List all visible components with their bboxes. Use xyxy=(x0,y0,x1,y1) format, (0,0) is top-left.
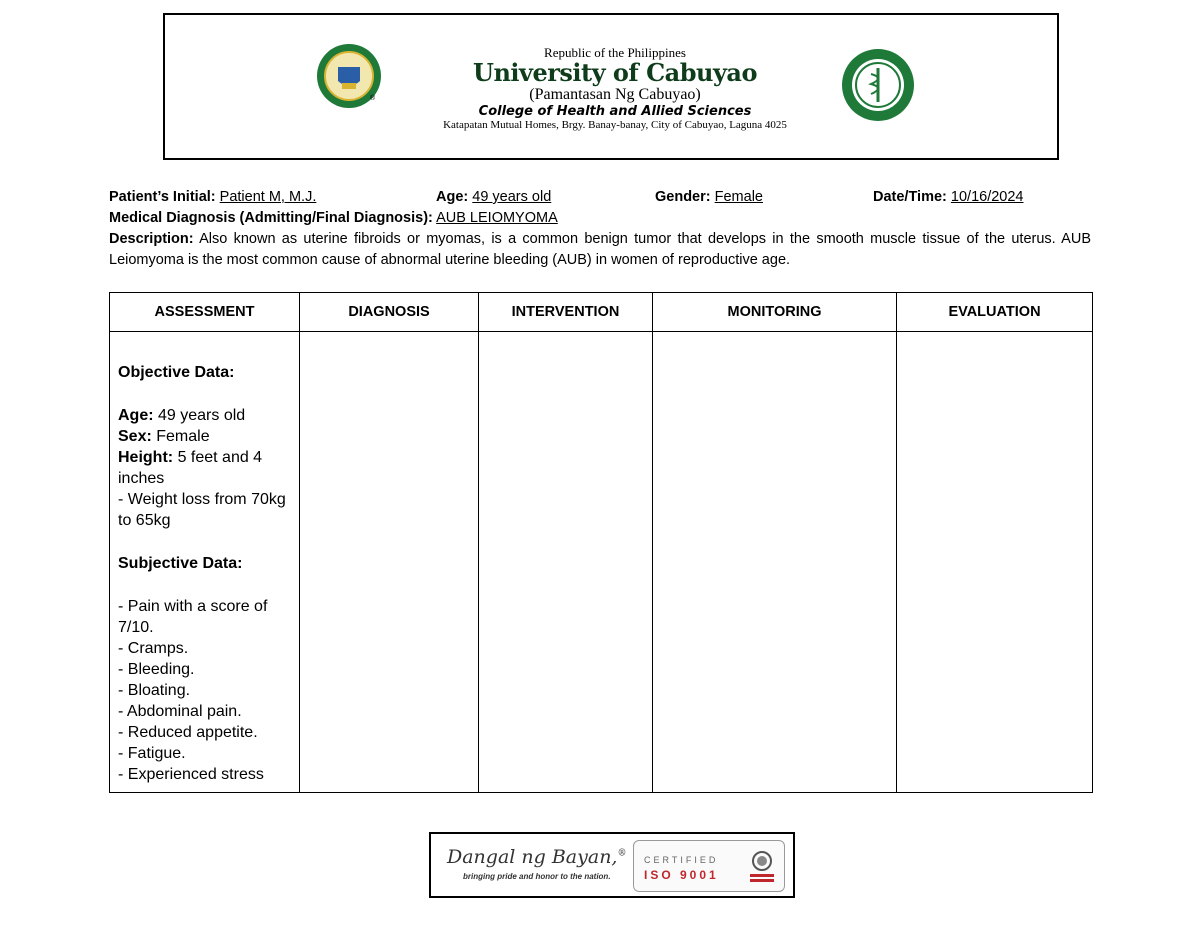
dangal-ng-bayan-logo xyxy=(447,846,626,868)
assessment-cell xyxy=(110,332,300,793)
university-name: University of Cabuyao xyxy=(473,58,757,87)
gender-value: Female xyxy=(714,189,763,205)
objective-age-value: 49 years old xyxy=(158,407,246,424)
subjective-list xyxy=(118,596,291,785)
header-assessment: ASSESSMENT xyxy=(110,293,300,332)
objective-height-value: 5 feet and 4 inches xyxy=(118,449,263,487)
objective-height xyxy=(118,447,291,489)
header-evaluation: EVALUATION xyxy=(897,293,1093,332)
datetime-value: 10/16/2024 xyxy=(950,189,1024,205)
age-value: 49 years old xyxy=(472,189,552,205)
objective-weight: - Weight loss from 70kg to 65kg xyxy=(118,491,286,529)
list-item: - Reduced appetite. xyxy=(118,724,258,741)
list-item: - Pain with a score of 7/10. xyxy=(118,598,268,636)
registered-mark: ® xyxy=(370,95,376,102)
gender-label: Gender: xyxy=(655,189,711,205)
table-row xyxy=(110,332,1093,793)
patient-gender xyxy=(655,187,763,208)
subjective-title: Subjective Data: xyxy=(118,555,243,572)
header-monitoring: MONITORING xyxy=(653,293,897,332)
diagnosis-label: Medical Diagnosis (Admitting/Final Diagnosis): xyxy=(109,210,433,226)
objective-sex xyxy=(118,426,291,447)
document-header xyxy=(163,13,1059,160)
objective-sex-label: Sex: xyxy=(118,428,152,445)
patient-initial-label: Patient’s Initial: xyxy=(109,189,216,205)
intervention-cell xyxy=(479,332,653,793)
objective-age xyxy=(118,405,291,426)
diagnosis-value: AUB LEIOMYOMA xyxy=(436,210,558,226)
list-item: - Bloating. xyxy=(118,682,191,699)
description-label: Description: xyxy=(109,231,194,247)
datetime-label: Date/Time: xyxy=(873,189,947,205)
college-name: College of Health and Allied Sciences xyxy=(478,104,752,119)
institution-heading xyxy=(415,45,815,132)
table-header-row xyxy=(110,293,1093,332)
iso-certification-badge xyxy=(633,840,785,892)
address-line: Katapatan Mutual Homes, Brgy. Banay-banay, City of Cabuyao, Laguna 4025 xyxy=(443,119,787,131)
objective-sex-value: Female xyxy=(156,428,210,445)
patient-datetime xyxy=(873,187,1023,208)
diagnosis-cell xyxy=(300,332,479,793)
header-diagnosis: DIAGNOSIS xyxy=(300,293,479,332)
monitoring-cell xyxy=(653,332,897,793)
list-item: - Abdominal pain. xyxy=(118,703,242,720)
objective-height-label: Height: xyxy=(118,449,174,466)
patient-initial xyxy=(109,187,316,208)
bureau-veritas-icon xyxy=(748,849,776,885)
patient-age xyxy=(436,187,551,208)
list-item: - Experienced stress xyxy=(118,766,264,783)
college-seal-logo xyxy=(841,48,915,122)
objective-title: Objective Data: xyxy=(118,364,235,381)
certified-label: CERTIFIED xyxy=(644,855,719,865)
header-intervention: INTERVENTION xyxy=(479,293,653,332)
description-text: Also known as uterine fibroids or myomas, is a common benign tumor that develops in the smooth muscle tissue of the uterus. AUB Leiomyoma is the most common cause of abnormal uterine bleeding (AUB) in women of reproductive age. xyxy=(109,231,1091,268)
republic-line: Republic of the Philippines xyxy=(544,45,686,60)
medical-diagnosis xyxy=(109,208,1091,229)
care-plan-table xyxy=(109,292,1093,793)
patient-info-row xyxy=(109,187,1091,208)
document-footer xyxy=(429,832,795,898)
iso-label: ISO 9001 xyxy=(644,868,719,882)
dangal-text: Dangal ng Bayan, xyxy=(447,846,618,868)
tagline: bringing pride and honor to the nation. xyxy=(463,872,611,881)
dangal-mark: ® xyxy=(617,848,627,859)
patient-initial-value: Patient M, M.J. xyxy=(219,189,317,205)
patient-info xyxy=(109,187,1091,271)
pamantasan-line: (Pamantasan Ng Cabuyao) xyxy=(529,86,701,103)
description xyxy=(109,229,1091,271)
objective-age-label: Age: xyxy=(118,407,154,424)
list-item: - Cramps. xyxy=(118,640,189,657)
age-label: Age: xyxy=(436,189,469,205)
list-item: - Bleeding. xyxy=(118,661,195,678)
list-item: - Fatigue. xyxy=(118,745,186,762)
evaluation-cell xyxy=(897,332,1093,793)
